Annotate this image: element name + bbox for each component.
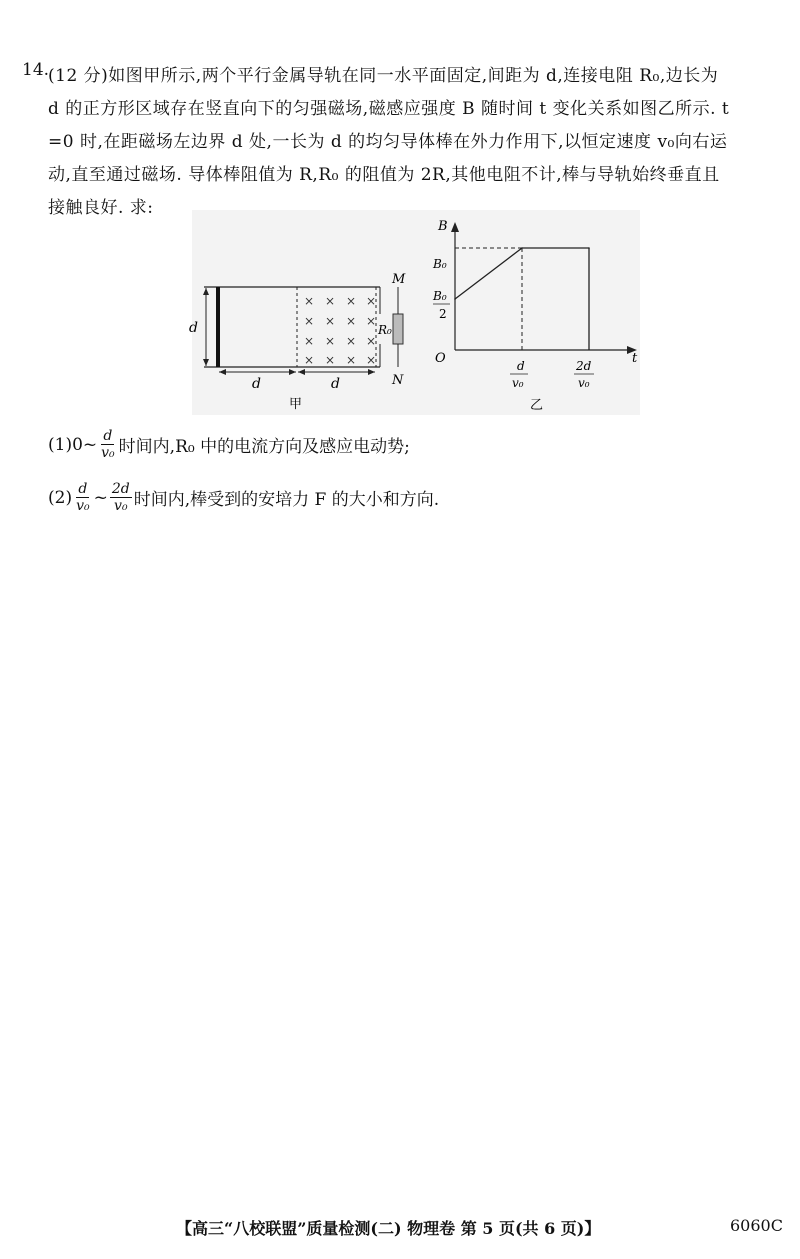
axis-label-b: B: [438, 219, 448, 234]
figure-panel: [189, 210, 640, 415]
label-d-gap: d: [252, 376, 261, 392]
sub2-frac2-num: 2d: [111, 481, 130, 497]
footer-code: 6060C: [730, 1216, 783, 1235]
field-cross: ×: [346, 353, 357, 367]
field-cross: ×: [346, 334, 357, 348]
figure-jia: [189, 272, 406, 412]
tick-t1-den: v₀: [512, 376, 524, 390]
tick-t2-den: v₀: [578, 376, 590, 390]
sub2-suffix: 时间内,棒受到的安培力 F 的大小和方向.: [133, 490, 440, 510]
question-number: 14.: [22, 60, 50, 80]
question-line: (12 分)如图甲所示,两个平行金属导轨在同一水平面固定,间距为 d,连接电阻 R₀,边长为: [48, 66, 719, 86]
bt-plot: [454, 247, 590, 350]
figure-yi: [432, 219, 638, 413]
caption-jia: 甲: [289, 397, 303, 412]
footer-title: 【高三“八校联盟”质量检测(二) 物理卷 第 5 页(共 6 页)】: [176, 1219, 601, 1238]
field-crosses: [304, 294, 376, 367]
subquestion-1: [48, 428, 410, 461]
sub2-fraction-2: [110, 481, 132, 514]
sub2-tilde: ~: [93, 487, 108, 508]
bt-point: [521, 247, 523, 249]
sub2-prefix: (2): [48, 487, 73, 508]
field-cross: ×: [366, 294, 377, 308]
field-cross: ×: [366, 314, 377, 328]
sub2-frac1-den: v₀: [76, 498, 90, 514]
field-cross: ×: [304, 294, 315, 308]
tick-t1-num: d: [517, 359, 525, 373]
caption-yi: 乙: [530, 398, 544, 413]
tick-half-den: 2: [439, 307, 447, 321]
sub1-frac-den: v₀: [101, 445, 115, 461]
label-d-field: d: [331, 376, 340, 392]
tick-t2-num: 2d: [576, 359, 592, 373]
field-cross: ×: [346, 294, 357, 308]
bt-point: [454, 298, 456, 300]
resistor-r0: [393, 314, 403, 344]
field-cross: ×: [325, 353, 336, 367]
bt-point: [588, 247, 590, 249]
sub1-suffix: 时间内,R₀ 中的电流方向及感应电动势;: [118, 437, 410, 457]
field-cross: ×: [325, 294, 336, 308]
field-cross: ×: [325, 314, 336, 328]
sub2-frac1-num: d: [78, 481, 88, 497]
tick-b0: B₀: [433, 257, 447, 271]
figure-svg: [189, 210, 640, 415]
axis-label-t: t: [632, 351, 638, 366]
origin-label: O: [435, 351, 446, 366]
sub1-prefix: (1)0~: [48, 434, 98, 455]
tick-half-num: B₀: [433, 289, 447, 303]
question-line: 接触良好. 求:: [48, 198, 154, 218]
sub1-fraction: [99, 428, 117, 461]
sub2-frac2-den: v₀: [114, 498, 128, 514]
question-line: d 的正方形区域存在竖直向下的匀强磁场,磁感应强度 B 随时间 t 变化关系如图乙所示. t: [48, 99, 730, 119]
sub1-frac-num: d: [103, 428, 113, 444]
label-m: M: [392, 272, 406, 287]
field-cross: ×: [304, 334, 315, 348]
field-cross: ×: [325, 334, 336, 348]
field-cross: ×: [366, 334, 377, 348]
label-d-vertical: d: [189, 320, 198, 336]
field-cross: ×: [346, 314, 357, 328]
label-n: N: [392, 373, 404, 388]
sub2-fraction-1: [74, 481, 92, 514]
field-cross: ×: [366, 353, 377, 367]
question-line: 动,直至通过磁场. 导体棒阻值为 R,R₀ 的阻值为 2R,其他电阻不计,棒与导轨始终垂直且: [48, 165, 720, 185]
question-text: [48, 60, 783, 225]
field-cross: ×: [304, 353, 315, 367]
field-cross: ×: [304, 314, 315, 328]
question-line: =0 时,在距磁场左边界 d 处,一长为 d 的均匀导体棒在外力作用下,以恒定速度 v₀向右运: [48, 132, 728, 152]
label-r0: R₀: [378, 323, 392, 337]
subquestion-2: [48, 481, 439, 514]
